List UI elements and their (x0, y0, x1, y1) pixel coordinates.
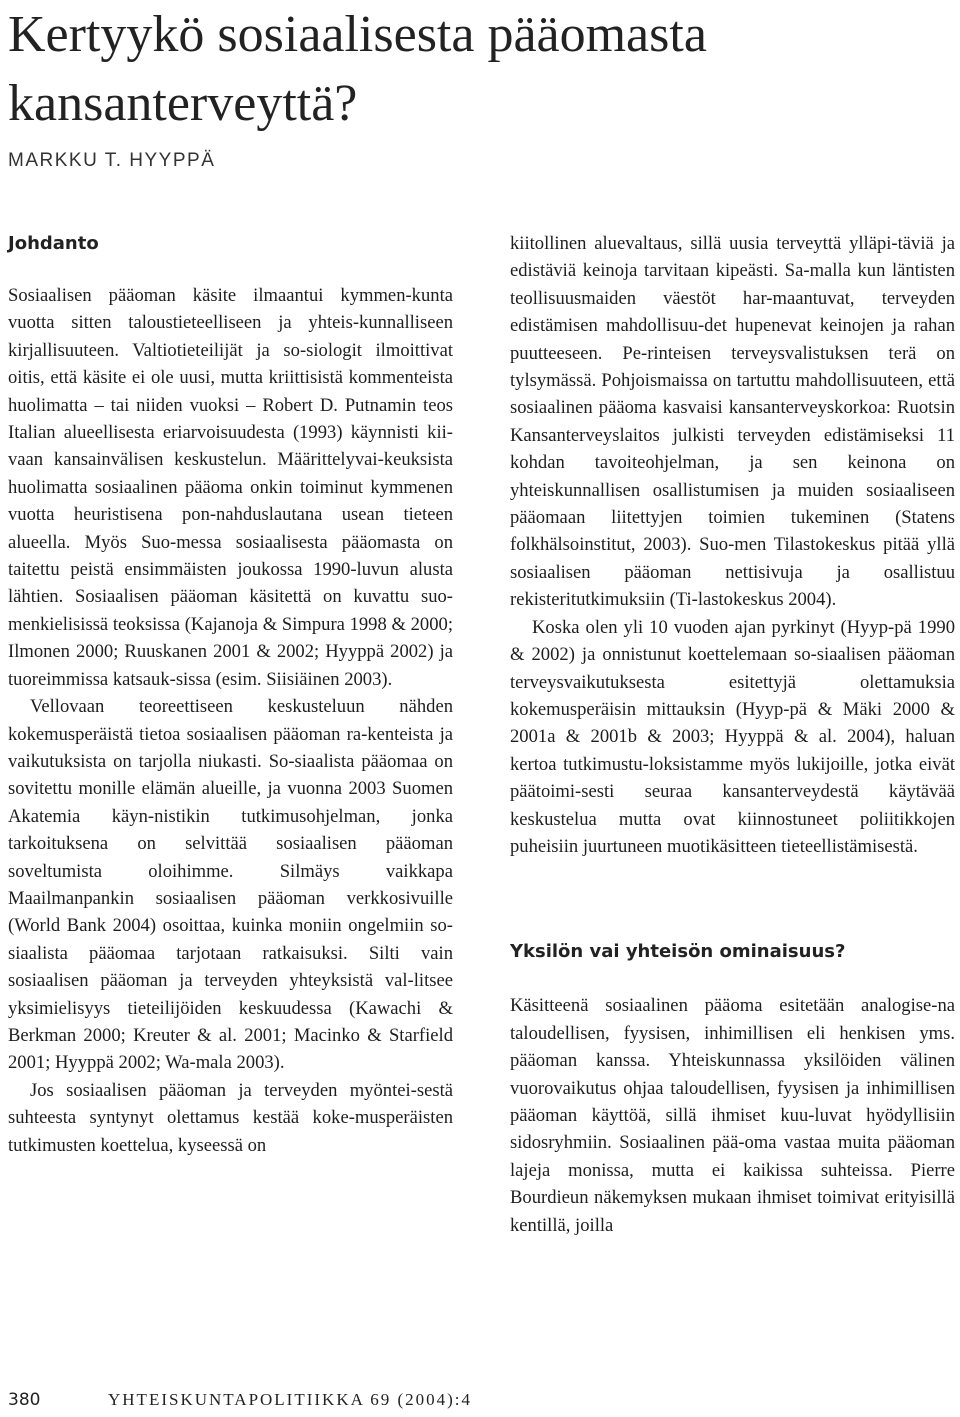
paragraph: Sosiaalisen pääoman käsite ilmaantui kymmen-kunta vuotta sitten taloustieteelliseen ja yhteis-kunnalliseen kirjallisuuteen. Valtiotieteilijät ja so-siologit ilmoittivat oitis, että käsite ei ole uusi, mutta kriittisistä kommenteista huolimatta – tai niiden vuoksi – Robert D. Putnamin teos Italian alueellisesta eriarvoisuudesta (1993) käynnisti kii-vaan kansainvälisen keskustelun. Määrittelyvai-keuksista huolimatta sosiaalinen pääoma onkin toiminut kymmenen vuotta heuristisena pon-nahduslautana usean tieteen alueella. Myös Suo-messa sosiaalisesta pääomasta on taitettu peistä ensimmäisten joukossa 1990-luvun alusta lähtien. Sosiaalisen pääoman käsitettä on kuvattu suo-menkielisissä teoksissa (Kajanoja & Simpura 1998 & 2000; Ilmonen 2000; Ruuskanen 2001 & 2002; Hyyppä 2002) ja tuoreimmissa katsauk-sissa (esim. Siisiäinen 2003). (8, 285, 453, 690)
journal-name: YHTEISKUNTAPOLITIIKKA 69 (2004):4 (108, 1390, 472, 1409)
paragraph: Jos sosiaalisen pääoman ja terveyden myöntei-sestä suhteesta syntynyt olettamus kestää koke-musperäisten tutkimusten koettelua, kyseessä on (8, 1079, 453, 1156)
left-column (8, 230, 453, 1159)
author-name: MARKKU T. HYYPPÄ (8, 150, 216, 171)
page-footer (8, 1388, 908, 1414)
right-column (510, 230, 955, 1239)
paragraph: Koska olen yli 10 vuoden ajan pyrkinyt (Hyyp-pä 1990 & 2002) ja onnistunut koettelemaan so-siaalisen pääoman terveysvaikutuksesta esitettyjä olettamuksia kokemusperäisin mittauksin (Hyyp-pä & Mäki 2000 & 2001a & 2001b & 2003; Hyyppä & al. 2004), haluan kertoa tutkimustu-loksistamme myös lukijoille, jotka eivät päätoimi-sesti seuraa kansanterveydestä käytävää keskustelua mutta ovat kiinnostuneet poliitikkojen puheisiin juurtuneen muotikäsitteen tieteellistämisestä. (510, 616, 955, 857)
paragraph: Käsitteenä sosiaalinen pääoma esitetään analogise-na taloudellisen, fyysisen, inhimillisen eli henkisen yms. pääoman kanssa. Yhteiskunnassa yksilöiden välinen vuorovaikutus ohjaa taloudellisen, fyysisen ja inhimillisen pääoman käyttöä, sillä ihmiset kuu-luvat hyödyllisiin sidosryhmiin. Sosiaalinen pää-oma vastaa muita pääoman lajeja monissa, mutta ei kaikissa suhteissa. Pierre Bourdieun näkemyksen mukaan ihmiset toimivat erityisillä kentillä, joilla (510, 995, 955, 1236)
page-number: 380 (8, 1390, 41, 1410)
section-heading-individual: Yksilön vai yhteisön ominaisuus? (510, 941, 846, 963)
article-title: Kertyykö sosiaalisesta pääomasta kansanterveyttä? (8, 6, 707, 132)
section-heading-intro: Johdanto (8, 233, 99, 254)
paragraph: Vellovaan teoreettiseen keskusteluun nähden kokemusperäistä tietoa sosiaalisen pääoman ra-kenteista ja vaikutuksista on tarjolla niukasti. So-siaalista pääomaa on sovitettu monille elämän alueille, ja vuonna 2003 Suomen Akatemia käyn-nistikin tutkimusohjelman, jonka tarkoituksena on selvittää sosiaalisen pääoman soveltumista oloihimme. Silmäys vaikkapa Maailmanpankin sosiaalisen pääoman verkkosivuille (World Bank 2004) osoittaa, kuinka moniin ongelmiin so-siaalista pääomaa tarjotaan ratkaisuksi. Silti vain sosiaalisen pääoman ja terveyden yhteyksistä val-litsee yksimielisyys tieteilijöiden keskuudessa (Kawachi & Berkman 2000; Kreuter & al. 2001; Macinko & Starfield 2001; Hyyppä 2002; Wa-mala 2003). (8, 696, 453, 1074)
paragraph: kiitollinen aluevaltaus, sillä uusia terveyttä ylläpi-täviä ja edistäviä keinoja tarvitaan kipeästi. Sa-malla kun läntisten teollisuusmaiden väestöt har-maantuvat, terveyden edistämisen mahdollisuu-det hupenevat keinojen ja rahan puutteeseen. Pe-rinteisen terveysvalistuksen terä on tylsymässä. Pohjoismaissa on tartuttu mahdollisuuteen, että sosiaalinen pääoma kasvaisi kansanterveyskorkoa: Ruotsin Kansanterveyslaitos julkisti terveyden edistämiseksi 11 kohdan tavoiteohjelman, ja sen keinona on yhteiskunnallisen osallistumisen ja muiden sosiaaliseen pääomaan liitettyjen toimien tukeminen (Statens folkhälsoinstitut, 2003). Suo-men Tilastokeskus pitää yllä sosiaalisen pääoman nettisivuja ja osallistuu rekisteritutkimuksiin (Ti-lastokeskus 2004). (510, 233, 955, 611)
